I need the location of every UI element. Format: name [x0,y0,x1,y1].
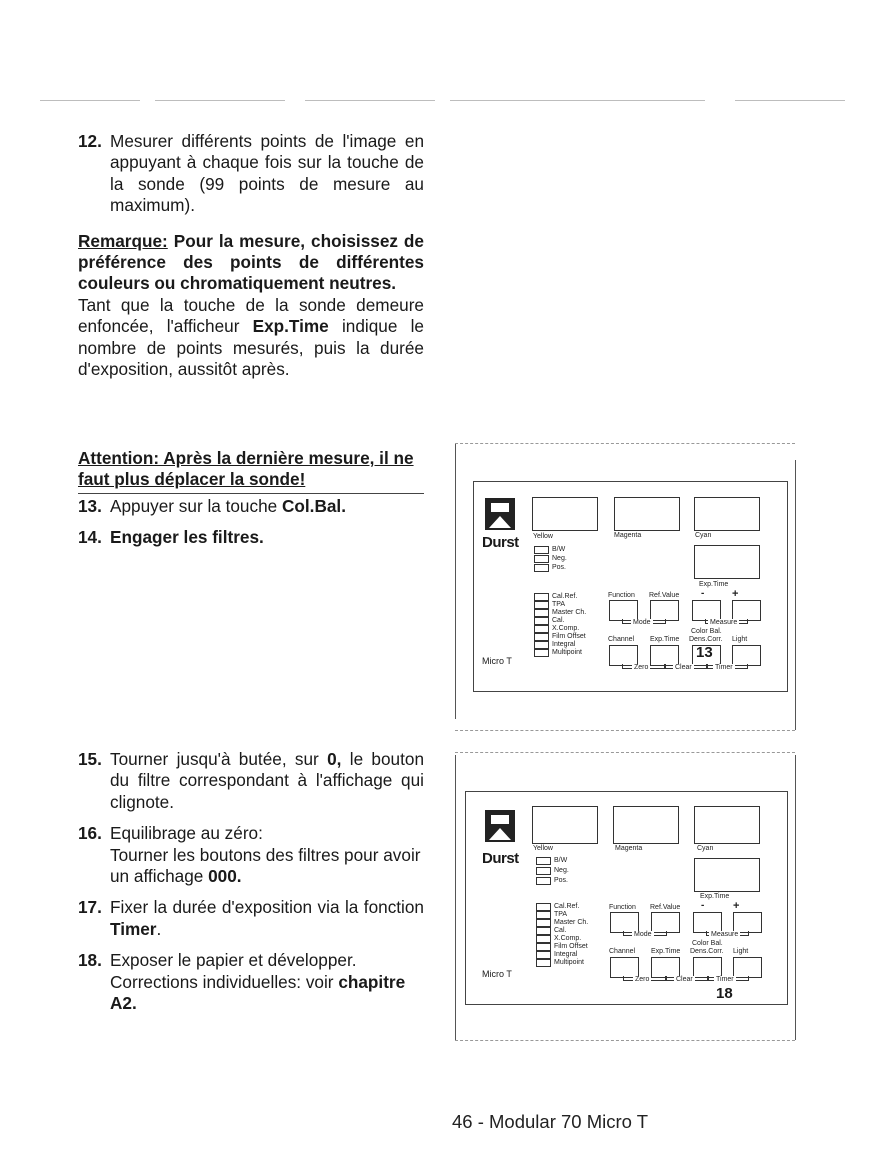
display-label: Yellow [533,845,553,852]
led-label: B/W [552,546,566,553]
function-key[interactable] [610,912,639,933]
led-label: Cal. [552,617,565,624]
group-label: Measure [710,619,738,626]
plus-key[interactable] [733,912,762,933]
top-rule [450,100,705,101]
key-label: Ref.Value [649,592,680,599]
led [534,633,549,641]
led-label: Pos. [552,564,567,571]
step-text: Mesurer différents points de l'image en appuyant à chaque fois sur la touche de la sonde (99 points de mesure au maximum). [110,131,424,216]
step-text-bold: Col.Bal. [281,495,346,516]
step-number: 18. [78,950,102,971]
led-label: Master Ch. [554,919,589,926]
model-label: Micro T [482,656,512,666]
step-text-bold: chapitre A2. [110,971,406,1014]
control-panel [473,481,788,692]
led [536,951,551,959]
top-rule [305,100,435,101]
minus-label: - [701,900,705,911]
plus-key[interactable] [732,600,761,621]
step-14 [78,527,424,548]
led-label: Cal.Ref. [552,593,578,600]
led [534,617,549,625]
color-bal-label: Color Bal. [692,940,723,947]
cyan-display [694,497,760,531]
display-label: Cyan [695,532,712,539]
text-block-1 [78,131,424,380]
brand-label: Durst [482,534,519,551]
led-label: Neg. [554,867,569,874]
remark-text-after: indique le nombre de points mesurés, puis la durée d'exposition, aussitôt après. [78,316,424,380]
group-label: Timer [716,976,734,983]
page-footer: 46 - Modular 70 Micro T [452,1111,649,1132]
display-label: Cyan [697,845,714,852]
led-label: Master Ch. [552,609,587,616]
led-label: Cal. [554,927,567,934]
group-label: Timer [715,664,733,671]
remark-bold-text: Pour la mesure, choisissez de préférence des points de différentes couleurs ou chromatiquement neutres. [78,230,424,294]
key-label: Channel [609,948,636,955]
group-label: Mode [634,931,652,938]
key-label: Function [609,904,636,911]
step-text: Equilibrage au zéro: [110,823,263,844]
frame-left [455,755,456,1041]
top-rule [40,100,140,101]
led [534,625,549,633]
led-label: X.Comp. [554,935,582,942]
text-block-2 [78,448,424,549]
led-label: Pos. [554,877,569,884]
color-bal-label: Color Bal. [691,628,722,635]
magenta-display [614,497,680,531]
led [536,943,551,951]
led [536,903,551,911]
cyan-display [694,806,760,844]
key-label: Light [732,636,748,643]
step-text-bold: Timer [110,918,157,939]
step-number: 14. [78,527,102,548]
channel-key[interactable] [609,645,638,666]
step-text-after: le bouton du filtre correspondant à l'affichage qui clignote. [110,749,424,812]
led-label: Neg. [552,555,567,562]
step-text: Appuyer sur la touche [110,495,278,516]
group-label: Zero [634,664,649,671]
brand-label: Durst [482,850,519,867]
durst-logo-icon [485,810,515,842]
attention-note: Attention: Après la dernière mesure, il ne faut plus déplacer la sonde! [78,448,424,494]
step-18 [78,950,424,1014]
minus-key[interactable] [692,600,721,621]
ref-value-key[interactable] [650,600,679,621]
ref-value-key[interactable] [651,912,680,933]
group-label: Mode [633,619,651,626]
led-label: TPA [554,911,568,918]
led [534,609,549,617]
frame-bottom [455,730,795,731]
yellow-display [532,497,598,531]
key-label: Exp.Time [651,948,681,955]
plus-label: + [732,588,739,600]
step-15 [78,749,424,813]
frame-top [455,443,795,444]
led-label: Integral [554,951,578,958]
plus-label: + [733,900,740,912]
step-text: Tourner jusqu'à butée, sur [110,749,319,769]
key-label: Ref.Value [650,904,681,911]
display-label: Exp.Time [699,581,729,588]
led [534,555,549,563]
exp-time-key[interactable] [651,957,680,978]
remark-text-bold: Exp.Time [252,316,329,337]
led-label: Integral [552,641,576,648]
led-label: X.Comp. [552,625,580,632]
step-text-2: Corrections individuelles: voir [110,971,334,992]
minus-key[interactable] [693,912,722,933]
key-label: Dens.Corr. [689,636,723,643]
display-label: Magenta [614,532,642,539]
step-number: 12. [78,131,102,151]
frame-left [455,443,456,719]
dens-corr-key[interactable] [693,957,722,978]
led [536,877,551,885]
led [536,857,551,865]
led-label: Film Offset [554,943,588,950]
light-key[interactable] [733,957,762,978]
step-text-2: Tourner les boutons des filtres pour avoir un affichage [110,844,421,887]
step-17: 17. Fixer la durée d'exposition via la fonction Timer. [78,897,424,939]
led-label: Multipoint [552,649,582,656]
led [534,601,549,609]
remark-label: Remarque: [78,230,168,251]
frame-right [795,460,796,730]
step-13 [78,496,424,517]
remark-body [78,295,424,381]
step-text: Fixer la durée d'exposition via la fonction [110,897,424,918]
top-rule [735,100,845,101]
yellow-display [532,806,598,844]
magenta-display [613,806,679,844]
led [534,641,549,649]
led [536,919,551,927]
led [534,564,549,572]
step-16 [78,823,424,887]
model-label: Micro T [482,969,512,979]
key-label: Function [608,592,635,599]
led [534,649,549,657]
display-label: Magenta [615,845,643,852]
group-label: Clear [675,664,692,671]
key-label: Light [733,948,749,955]
remark-text: Tant que la touche de la sonde demeure enfoncée, l'afficheur [78,294,424,337]
led-label: Film Offset [552,633,586,640]
exp-time-display [694,545,760,579]
step-text: Engager les filtres. [110,527,264,548]
display-label: Exp.Time [700,893,730,900]
led-label: Cal.Ref. [554,903,580,910]
remark [78,231,424,295]
frame-top [455,752,795,753]
key-value: 13 [696,644,713,661]
frame-bottom [455,1040,795,1041]
led [534,593,549,601]
durst-logo-icon [485,498,515,530]
top-rule [155,100,285,101]
exp-time-key[interactable] [650,645,679,666]
key-label: Dens.Corr. [690,948,724,955]
function-key[interactable] [609,600,638,621]
key-label: Channel [608,636,635,643]
key-label: Exp.Time [650,636,680,643]
step-number: 13. [78,495,102,516]
group-label: Measure [711,931,739,938]
minus-label: - [701,588,705,599]
exp-time-display [694,858,760,892]
step-12 [78,131,424,217]
led [536,927,551,935]
step-text-bold: 0, [327,749,342,769]
led-label: Multipoint [554,959,584,966]
led [536,959,551,967]
frame-right [795,755,796,1040]
text-block-3 [78,749,424,1014]
led [536,867,551,875]
step-number: 17. [78,897,102,918]
channel-key[interactable] [610,957,639,978]
led [536,935,551,943]
display-label: Yellow [533,533,553,540]
step-number: 15. [78,749,102,769]
step-text: Exposer le papier et développer. [110,950,357,971]
led-label: TPA [552,601,566,608]
led [534,546,549,554]
light-key[interactable] [732,645,761,666]
key-value: 18 [716,985,733,1002]
step-number: 16. [78,823,102,844]
control-panel [465,791,788,1005]
led-label: B/W [554,857,568,864]
step-text-bold: 000. [208,866,242,887]
led [536,911,551,919]
group-label: Zero [635,976,650,983]
group-label: Clear [676,976,693,983]
